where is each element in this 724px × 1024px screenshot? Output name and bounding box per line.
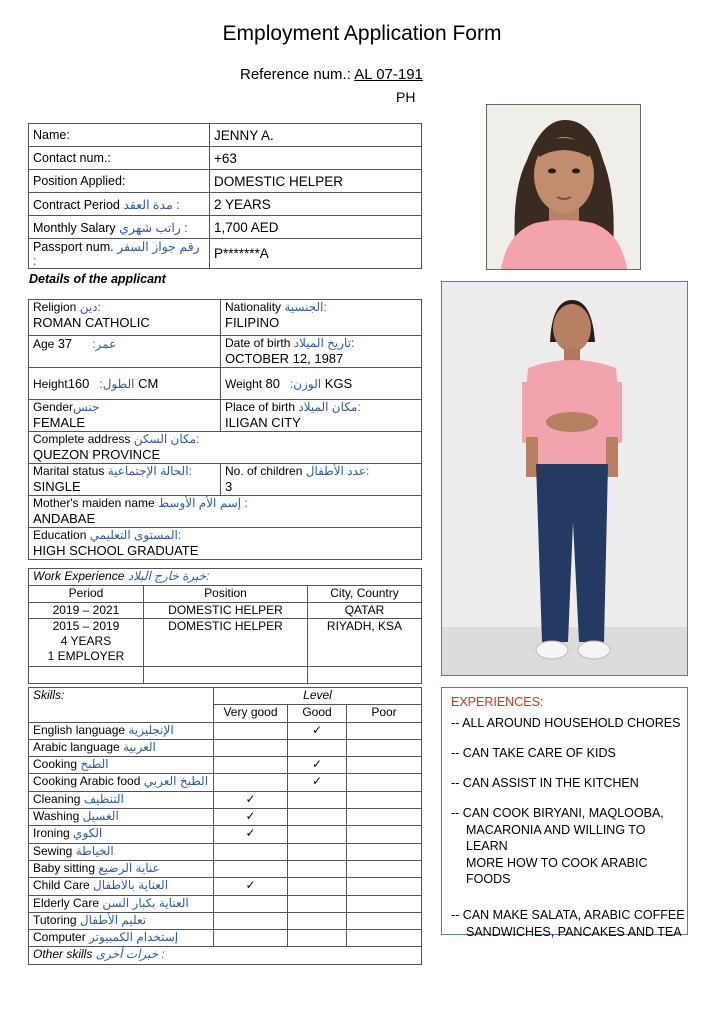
experiences-list <box>442 715 687 940</box>
experience-line: -- CAN TAKE CARE OF KIDS <box>451 746 616 760</box>
skill-name: Computer إستخدام الكمبيوتر <box>29 930 214 947</box>
skill-level-cell <box>347 722 422 739</box>
skill-level-cell <box>214 843 288 860</box>
skill-level-cell <box>214 860 288 877</box>
summary-row <box>29 193 422 216</box>
skill-level-cell <box>347 791 422 808</box>
skill-level-cell <box>288 757 347 774</box>
level-very-good: Very good <box>214 705 288 722</box>
work-experience-table <box>28 568 422 684</box>
skill-level-cell <box>347 930 422 947</box>
skill-name: Elderly Care العناية بكبار السن <box>29 895 214 912</box>
skill-name: Baby sitting عناية الرضيع <box>29 860 214 877</box>
skill-level-cell <box>214 722 288 739</box>
dob-cell: Date of birth تاريخ الميلاد: OCTOBER 12, 1987 <box>221 336 422 368</box>
gender-cell: Genderجنس FEMALE <box>29 400 221 432</box>
work-heading: Work Experience خبرة خارج البلاد: <box>29 569 422 586</box>
experiences-box <box>441 687 688 939</box>
reference-number: AL 07-191 <box>354 66 423 83</box>
summary-row <box>29 170 422 193</box>
skill-level-cell <box>347 912 422 929</box>
skill-level-cell <box>288 809 347 826</box>
pob-cell: Place of birth مكان الميلاد: ILIGAN CITY <box>221 400 422 432</box>
experience-line: -- CAN ASSIST IN THE KITCHEN <box>451 776 639 790</box>
skill-row <box>29 895 422 912</box>
work-position: DOMESTIC HELPER <box>144 603 308 619</box>
summary-label: Contact num.: <box>29 147 210 170</box>
summary-label: Contract Period مدة العقد : <box>29 193 210 216</box>
experience-item <box>442 715 687 731</box>
work-empty-cell <box>308 667 422 684</box>
page-title: Employment Application Form <box>222 22 502 45</box>
work-location: QATAR <box>308 603 422 619</box>
checkmark-icon: ✓ <box>311 774 323 789</box>
skill-level-cell <box>214 826 288 843</box>
skill-row <box>29 912 422 929</box>
work-location: RIYADH, KSA <box>308 619 422 667</box>
skill-level-cell <box>288 860 347 877</box>
experience-line: MACARONIA AND WILLING TO LEARN <box>466 823 646 853</box>
summary-table <box>28 123 422 269</box>
other-skills-label: Other skills خبرات أخرى : <box>29 947 422 964</box>
skill-level-cell <box>288 895 347 912</box>
skill-level-cell <box>288 843 347 860</box>
skill-level-cell <box>288 774 347 791</box>
skill-level-cell <box>214 739 288 756</box>
summary-label: Monthly Salary راتب شهري : <box>29 216 210 239</box>
skill-row <box>29 757 422 774</box>
work-period: 2019 – 2021 <box>29 603 144 619</box>
skill-level-cell <box>214 930 288 947</box>
nationality-cell: Nationality الجنسية: FILIPINO <box>221 300 422 336</box>
summary-value: 1,700 AED <box>210 216 422 239</box>
skill-level-cell <box>214 912 288 929</box>
summary-label: Passport num. رقم جواز السفر : <box>29 239 210 269</box>
skill-name: Tutoring تعليم الأطفال <box>29 912 214 929</box>
summary-value: JENNY A. <box>210 124 422 147</box>
height-cell: Height الطول: 160 CM <box>29 368 221 400</box>
skill-row <box>29 930 422 947</box>
summary-row <box>29 239 422 269</box>
skill-level-cell <box>214 791 288 808</box>
skill-level-cell <box>214 895 288 912</box>
work-position: DOMESTIC HELPER <box>144 619 308 667</box>
age-cell: Age عمر: 37 <box>29 336 221 368</box>
experience-line: -- ALL AROUND HOUSEHOLD CHORES <box>451 716 681 730</box>
reference-label: Reference num.: <box>240 66 351 83</box>
skill-level-cell <box>288 912 347 929</box>
skills-heading: Skills: <box>29 688 214 723</box>
experience-item <box>442 805 687 887</box>
work-col-position: Position <box>144 586 308 603</box>
work-total-years: 4 YEARS <box>60 634 112 648</box>
work-period: 2015 – 2019 4 YEARS 1 EMPLOYER <box>29 619 144 667</box>
skill-name: Cleaning التنظيف <box>29 791 214 808</box>
skill-level-cell <box>288 722 347 739</box>
skill-row <box>29 826 422 843</box>
skill-name: English language الإنجليزية <box>29 722 214 739</box>
skill-level-cell <box>347 757 422 774</box>
checkmark-icon: ✓ <box>311 757 323 772</box>
skill-level-cell <box>347 809 422 826</box>
skill-level-cell <box>347 843 422 860</box>
summary-value: DOMESTIC HELPER <box>210 170 422 193</box>
skill-level-cell <box>288 930 347 947</box>
summary-label: Name: <box>29 124 210 147</box>
checkmark-icon: ✓ <box>245 809 256 824</box>
experience-line: MORE HOW TO COOK ARABIC FOODS <box>466 856 648 886</box>
skill-row <box>29 860 422 877</box>
weight-cell: Weight الوزن: 80 KGS <box>221 368 422 400</box>
work-total-employers: 1 EMPLOYER <box>47 649 125 663</box>
work-empty-cell <box>29 667 144 684</box>
summary-value: 2 YEARS <box>210 193 422 216</box>
skill-name: Ironing الكوي <box>29 826 214 843</box>
skill-level-cell <box>288 739 347 756</box>
summary-row <box>29 216 422 239</box>
full-body-illustration <box>442 282 687 675</box>
level-poor: Poor <box>347 705 422 722</box>
skill-row <box>29 878 422 895</box>
summary-value: +63 <box>210 147 422 170</box>
applicant-full-body-photo <box>441 281 688 676</box>
work-col-location: City, Country <box>308 586 422 603</box>
skill-level-cell <box>214 878 288 895</box>
portrait-illustration <box>487 105 640 269</box>
skill-level-cell <box>214 774 288 791</box>
skill-level-cell <box>347 860 422 877</box>
skill-level-cell <box>347 774 422 791</box>
skill-name: Cooking الطبخ <box>29 757 214 774</box>
work-col-period: Period <box>29 586 144 603</box>
country-code: PH <box>396 89 416 105</box>
experiences-heading: EXPERIENCES: <box>451 695 544 709</box>
details-heading: Details of the applicant <box>29 272 166 286</box>
skill-row <box>29 722 422 739</box>
checkmark-icon: ✓ <box>245 791 256 806</box>
experience-item <box>442 775 687 791</box>
skill-level-cell <box>214 757 288 774</box>
experience-line: -- CAN COOK BIRYANI, MAQLOOBA, <box>451 806 664 820</box>
skills-level-heading: Level <box>214 688 422 705</box>
skill-row <box>29 809 422 826</box>
checkmark-icon: ✓ <box>245 878 256 893</box>
maiden-name-cell: Mother's maiden name إسم الأم الأوسط : ANDABAE <box>29 496 422 528</box>
skill-name: Sewing الخياطة <box>29 843 214 860</box>
summary-row <box>29 124 422 147</box>
skill-name: Washing الغسيل <box>29 809 214 826</box>
other-skills-row <box>29 947 422 964</box>
applicant-portrait-photo <box>486 104 641 270</box>
summary-label: Position Applied: <box>29 170 210 193</box>
skills-table <box>28 687 422 965</box>
summary-value: P*******A <box>210 239 422 269</box>
skill-level-cell <box>288 878 347 895</box>
checkmark-icon: ✓ <box>245 826 256 841</box>
skill-level-cell <box>288 826 347 843</box>
skill-name: Cooking Arabic food الطبخ العربي <box>29 774 214 791</box>
religion-cell: Religion دين: ROMAN CATHOLIC <box>29 300 221 336</box>
experience-item <box>442 907 687 940</box>
skill-level-cell <box>214 809 288 826</box>
skill-row <box>29 843 422 860</box>
skill-level-cell <box>288 791 347 808</box>
skill-row <box>29 774 422 791</box>
reference-line <box>240 66 423 83</box>
checkmark-icon: ✓ <box>311 722 323 737</box>
children-cell: No. of children عدد الأطفال: 3 <box>221 464 422 496</box>
level-good: Good <box>288 705 347 722</box>
experience-line: SANDWICHES, PANCAKES AND TEA <box>466 925 682 939</box>
skill-row <box>29 791 422 808</box>
experience-item <box>442 745 687 761</box>
education-cell: Education المستوى التعليمي: HIGH SCHOOL GRADUATE <box>29 528 422 560</box>
skill-name: Arabic language العربية <box>29 739 214 756</box>
skill-level-cell <box>347 826 422 843</box>
skill-row <box>29 739 422 756</box>
experience-line: -- CAN MAKE SALATA, ARABIC COFFEE <box>451 908 685 922</box>
skill-name: Child Care العناية بالاطفال <box>29 878 214 895</box>
skill-level-cell <box>347 878 422 895</box>
skill-level-cell <box>347 739 422 756</box>
address-cell: Complete address مكان السكن: QUEZON PROVINCE <box>29 432 422 464</box>
details-table <box>28 299 422 560</box>
skill-level-cell <box>347 895 422 912</box>
summary-row <box>29 147 422 170</box>
work-empty-cell <box>144 667 308 684</box>
marital-cell: Marital status الحالة الإجتماعية: SINGLE <box>29 464 221 496</box>
